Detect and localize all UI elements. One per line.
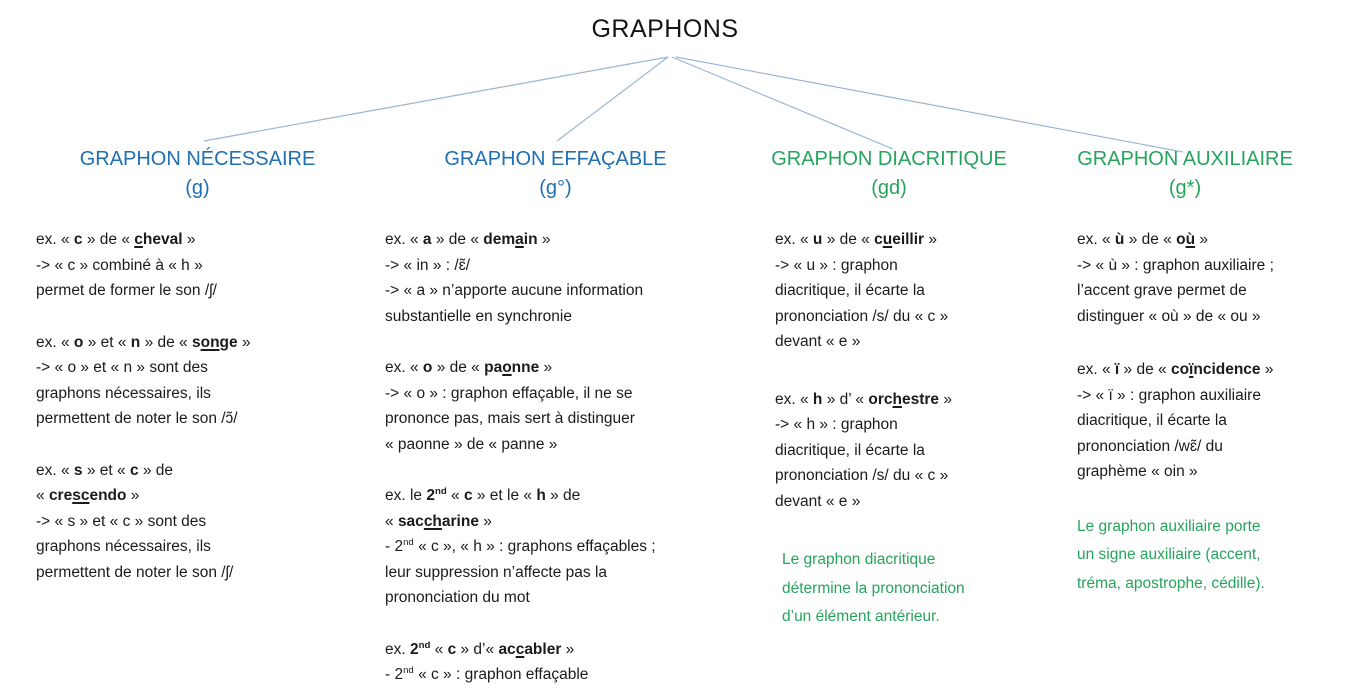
- text-line: ex. « o » de « paonne »: [385, 359, 553, 376]
- column-graphon-necessaire: [30, 145, 365, 611]
- note-line: tréma, apostrophe, cédille).: [1077, 574, 1265, 592]
- column-body: [1065, 227, 1305, 598]
- note-line: un signe auxiliaire (accent,: [1077, 546, 1261, 563]
- text-line: -> « u » : graphon: [775, 256, 898, 274]
- text-line: leur suppression n’affecte pas la: [385, 563, 608, 581]
- column-graphon-auxiliaire: [1065, 145, 1305, 598]
- text-line: diacritique, il écarte la: [1077, 412, 1227, 429]
- column-body: [30, 227, 365, 585]
- text-line: -> « a » n’apporte aucune information: [385, 282, 644, 299]
- note-line: Le graphon diacritique: [782, 551, 936, 568]
- note-line: détermine la prononciation: [782, 579, 965, 597]
- text-line: devant « e »: [775, 333, 861, 350]
- column-body: [758, 227, 1020, 632]
- text-line: -> « o » et « n » sont des: [36, 359, 208, 376]
- text-line: graphème « oin »: [1077, 463, 1198, 480]
- text-line: ex. « s » et « c » de: [36, 461, 174, 479]
- column-graphon-diacritique: [758, 145, 1020, 632]
- example-block: [385, 227, 728, 329]
- text-line: - 2nd « c », « h » : graphons effaçables ;: [385, 536, 656, 555]
- example-block: [36, 227, 365, 304]
- text-line: prononciation /s/ du « c »: [775, 307, 949, 325]
- text-line: prononciation /wɛ̃/ du: [1077, 437, 1223, 455]
- example-block: [36, 330, 365, 432]
- column-heading-text: GRAPHON AUXILIAIRE: [1077, 148, 1293, 170]
- text-line: prononciation /s/ du « c »: [775, 467, 949, 484]
- column-heading-text: GRAPHON EFFAÇABLE: [444, 148, 667, 170]
- text-line: -> « ù » : graphon auxiliaire ;: [1077, 256, 1274, 274]
- text-line: -> « h » : graphon: [775, 416, 898, 433]
- example-block: [775, 387, 1020, 515]
- column-note: [1077, 513, 1305, 599]
- connector-line-2: [557, 57, 668, 141]
- text-line: substantielle en synchronie: [385, 307, 572, 325]
- example-block: [36, 458, 365, 586]
- column-symbol: (gd): [871, 177, 907, 199]
- text-line: -> « ï » : graphon auxiliaire: [1077, 386, 1261, 404]
- connector-line-3: [672, 57, 893, 149]
- note-line: d’un élément antérieur.: [782, 608, 940, 625]
- column-symbol: (g): [185, 177, 210, 199]
- column-heading: [30, 145, 365, 203]
- note-line: Le graphon auxiliaire porte: [1077, 517, 1261, 535]
- column-heading: [1065, 145, 1305, 203]
- text-line: prononce pas, mais sert à distinguer: [385, 410, 635, 427]
- text-line: permettent de noter le son /ʃ/: [36, 563, 234, 581]
- example-block: [1077, 227, 1305, 329]
- text-line: -> « in » : /ɛ̃/: [385, 256, 471, 274]
- text-line: graphons nécessaires, ils: [36, 384, 211, 402]
- text-line: « saccharine »: [385, 512, 492, 530]
- column-heading-text: GRAPHON NÉCESSAIRE: [79, 148, 316, 170]
- text-line: permettent de noter le son /ɔ̃/: [36, 410, 238, 427]
- example-block: [1077, 357, 1305, 485]
- text-line: « paonne » de « panne »: [385, 435, 558, 453]
- column-note: [782, 546, 1020, 632]
- text-line: diacritique, il écarte la: [775, 441, 925, 459]
- text-line: -> « c » combiné à « h »: [36, 256, 203, 274]
- example-block: [385, 637, 728, 688]
- text-line: distinguer « où » de « ou »: [1077, 307, 1261, 325]
- text-line: l’accent grave permet de: [1077, 282, 1247, 299]
- text-line: ex. « ù » de « où »: [1077, 231, 1208, 248]
- example-block: [385, 483, 728, 611]
- diagram-title: GRAPHONS: [591, 15, 739, 43]
- text-line: ex. « h » d’ « orchestre »: [775, 390, 952, 408]
- text-line: ex. « u » de « cueillir »: [775, 231, 938, 248]
- text-line: ex. « ï » de « coïncidence »: [1077, 361, 1274, 378]
- text-line: diacritique, il écarte la: [775, 282, 925, 299]
- connector-line-1: [204, 57, 668, 141]
- column-graphon-effacable: [383, 145, 728, 694]
- text-line: -> « s » et « c » sont des: [36, 512, 207, 530]
- example-block: [775, 227, 1020, 355]
- text-line: devant « e »: [775, 492, 861, 510]
- text-line: ex. 2nd « c » d’« accabler »: [385, 639, 575, 658]
- text-line: ex. le 2nd « c » et le « h » de: [385, 485, 581, 504]
- text-line: permet de former le son /ʃ/: [36, 282, 217, 299]
- text-line: graphons nécessaires, ils: [36, 538, 211, 555]
- connector-line-4: [676, 57, 1183, 152]
- column-heading-text: GRAPHON DIACRITIQUE: [771, 148, 1007, 170]
- text-line: - 2nd « c » : graphon effaçable: [385, 664, 589, 683]
- text-line: ex. « o » et « n » de « songe »: [36, 333, 251, 351]
- example-block: [385, 355, 728, 457]
- column-symbol: (g°): [539, 177, 572, 199]
- text-line: « crescendo »: [36, 487, 140, 504]
- text-line: -> « o » : graphon effaçable, il ne se: [385, 384, 633, 402]
- column-heading: [383, 145, 728, 203]
- text-line: ex. « a » de « demain »: [385, 231, 551, 248]
- column-heading: [758, 145, 1020, 203]
- column-symbol: (g*): [1168, 177, 1202, 199]
- text-line: ex. « c » de « cheval »: [36, 231, 196, 248]
- text-line: prononciation du mot: [385, 589, 530, 606]
- column-body: [383, 227, 728, 688]
